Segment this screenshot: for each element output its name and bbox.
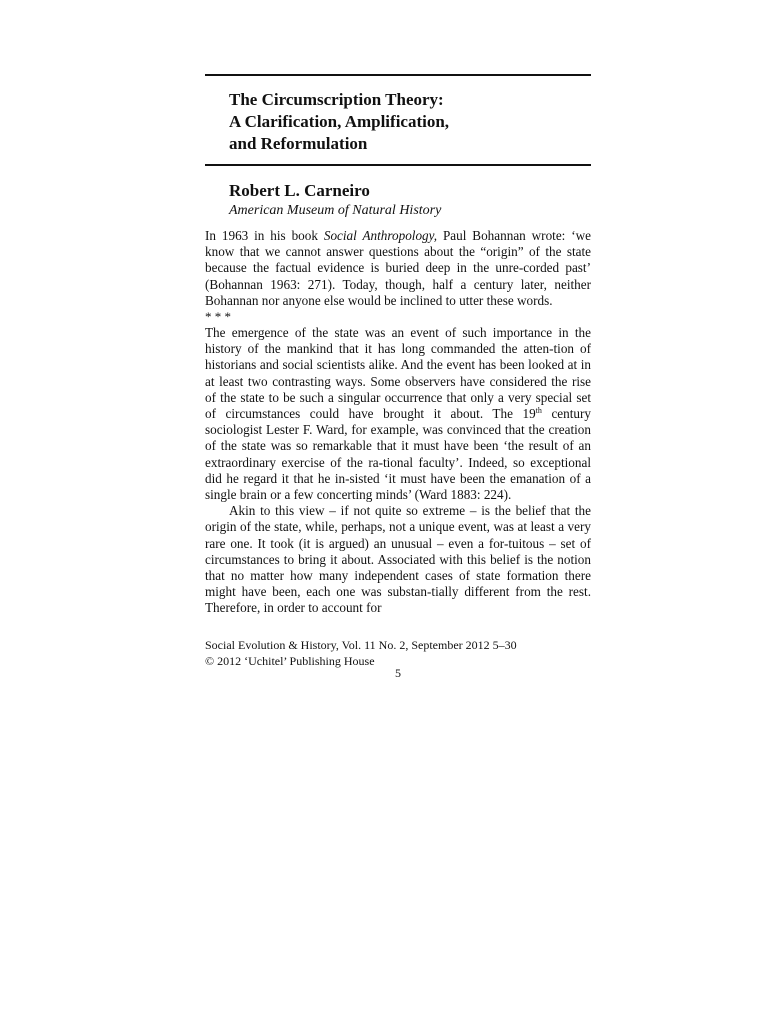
book-title: Social Anthropology, bbox=[323, 228, 438, 243]
paragraph-2-text-b: century sociologist Lester F. Ward, for example, was convinced that the creation of the state was so remarkable that it must have been ‘the result of an extraordinary exercise of the ra-tional faculty’. Indeed, so exceptional did he regard it that he in-sisted ‘it must have been the emanation of a single brain or a few concerting minds’ (Ward 1883: 224). bbox=[205, 406, 591, 503]
title-line-3: and Reformulation bbox=[229, 134, 368, 153]
copyright-notice: © 2012 ‘Uchitel’ Publishing House bbox=[205, 654, 375, 668]
bottom-rule bbox=[205, 164, 591, 166]
paragraph-1-text-b: Paul Bohannan wrote: ‘we know that we cannot answer questions about the “origin” of the state because the factual evidence is buried deep in the unre-corded past’ (Bohannan 1963: 271). Today, though, half a century later, neither Bohannan nor anyone else would be inclined to utter these words. bbox=[205, 228, 591, 308]
title-line-2: A Clarification, Amplification, bbox=[229, 112, 450, 131]
paragraph-2 bbox=[205, 325, 591, 503]
author-affiliation: American Museum of Natural History bbox=[229, 203, 442, 218]
paragraph-1-text-a: In 1963 in his book bbox=[205, 228, 324, 243]
paragraph-1 bbox=[205, 228, 591, 309]
journal-citation: Social Evolution & History, Vol. 11 No. 2, September 2012 5–30 bbox=[205, 638, 517, 652]
paragraph-3: Akin to this view – if not quite so extreme – is the belief that the origin of the state, while, perhaps, not a unique event, was at least a very rare one. It took (it is argued) an unusual – even a for-tuitous – set of circumstances to bring it about. Associated with this belief is the notion that no matter how many independent cases of state formation there might have been, each one was substan-tially different from the rest. Therefore, in order to account for bbox=[205, 503, 591, 616]
top-rule bbox=[205, 74, 591, 76]
journal-page bbox=[205, 0, 591, 1024]
page-number: 5 bbox=[395, 666, 401, 680]
title-line-1: The Circumscription Theory: bbox=[229, 90, 444, 109]
paragraph-2-text-a: The emergence of the state was an event of such importance in the history of the mankind that it has long commanded the atten-tion of historians and social scientists alike. And the event has been looked at in at least two contrasting ways. Some observers have considered the rise of the state to be such a singular occurrence that only a very special set of circumstances could have brought it about. The 19 bbox=[205, 325, 591, 422]
article-body bbox=[205, 228, 591, 617]
section-separator: * * * bbox=[205, 309, 231, 325]
article-title bbox=[229, 89, 569, 155]
ordinal-superscript: th bbox=[535, 406, 542, 416]
author-name: Robert L. Carneiro bbox=[229, 181, 370, 200]
